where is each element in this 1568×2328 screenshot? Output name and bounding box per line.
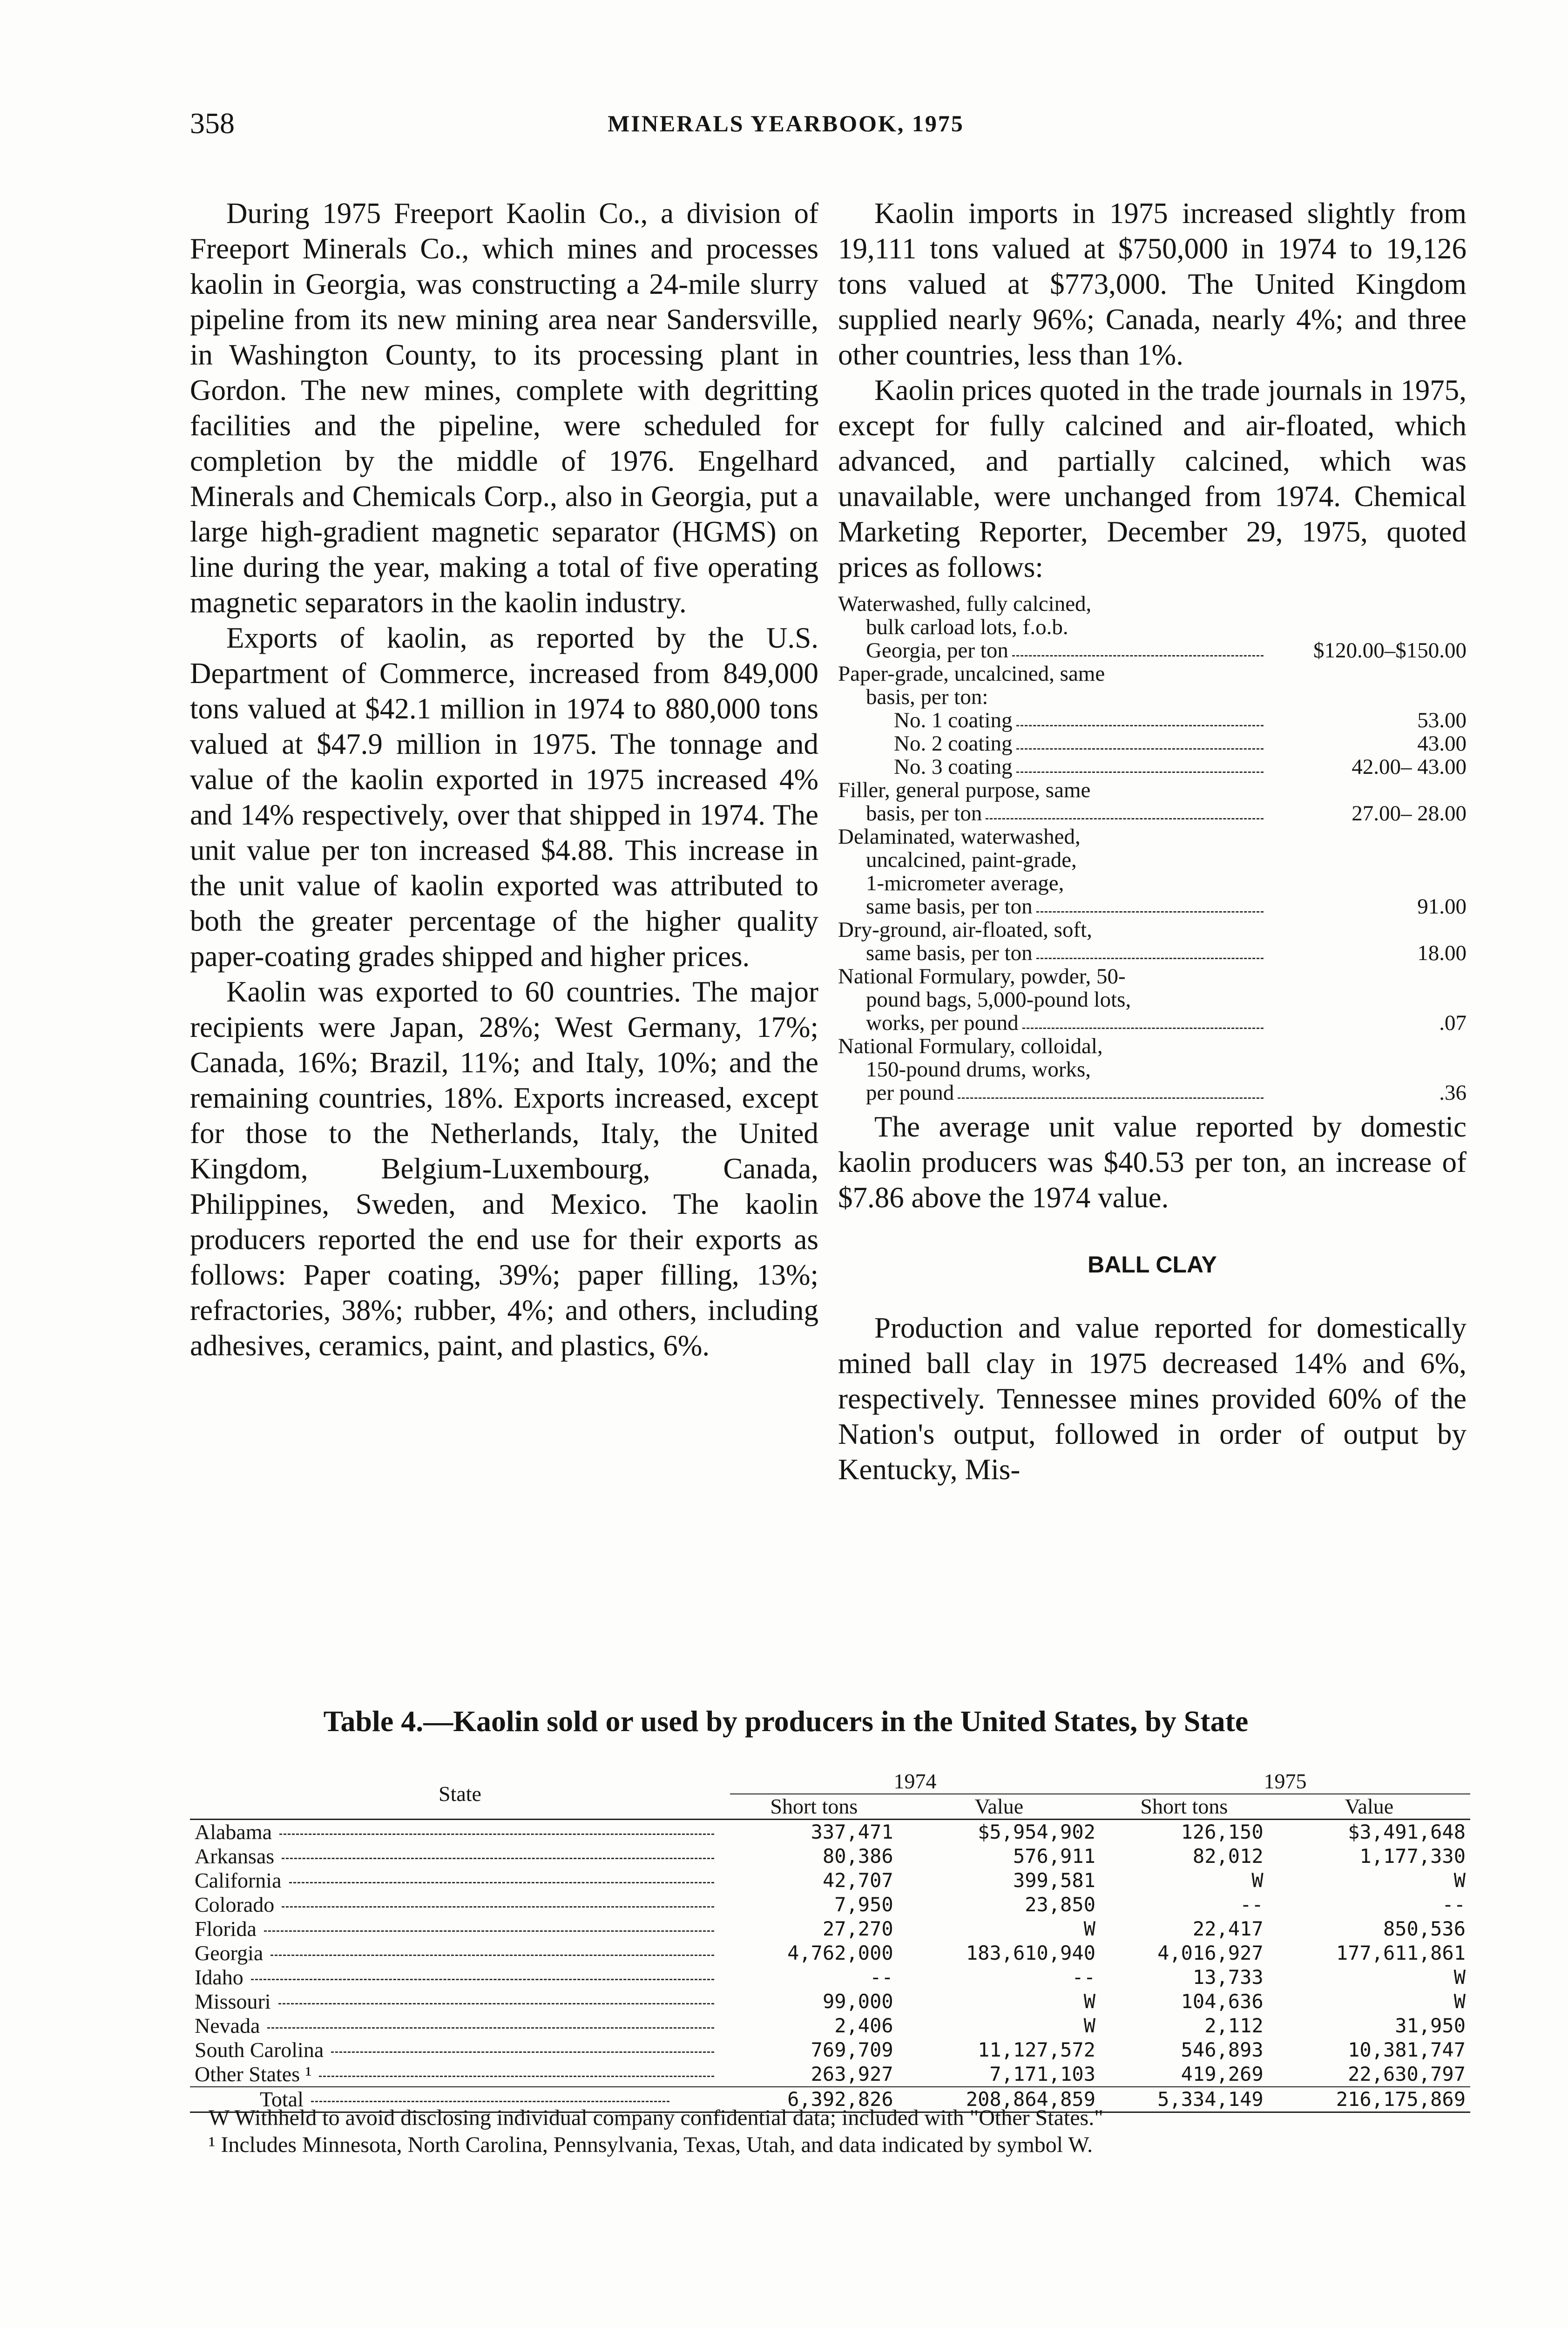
dot-leader	[958, 1097, 1264, 1099]
table-cell: --	[1442, 1893, 1466, 1916]
total-cell: 5,334,149	[1100, 2087, 1268, 2112]
table-cell: 126,150	[1181, 1820, 1264, 1843]
table-cell: W	[1453, 1966, 1466, 1989]
price-item-label: Dry-ground, air-floated, soft,	[838, 918, 1092, 942]
table-row	[190, 2062, 1470, 2087]
table-cell: 2,112	[1204, 2014, 1264, 2037]
right-column	[838, 196, 1467, 1487]
running-head: MINERALS YEARBOOK, 1975	[608, 110, 964, 136]
price-item-value: 53.00	[1417, 708, 1467, 732]
footnote-w: W Withheld to avoid disclosing individual company confidential data; included with "Other States."	[209, 2105, 1103, 2130]
price-item-label: National Formulary, powder, 50-	[838, 964, 1126, 988]
table-cell: 104,636	[1181, 1990, 1264, 2013]
table-cell: W	[1453, 1990, 1466, 2013]
table-row	[190, 1820, 1470, 1845]
table-cell: 99,000	[822, 1990, 893, 2013]
table-cell: 23,850	[1025, 1893, 1095, 1916]
table-cell: 337,471	[811, 1820, 893, 1843]
price-item	[838, 988, 1467, 1011]
price-item	[838, 732, 1467, 755]
table-cell: 419,269	[1181, 2063, 1264, 2085]
table-cell: 7,171,103	[989, 2063, 1095, 2085]
dot-leader	[1016, 771, 1264, 773]
table-cell: 22,630,797	[1348, 2063, 1466, 2085]
section-heading: BALL CLAY	[1088, 1252, 1217, 1278]
table-cell: 183,610,940	[966, 1942, 1095, 1964]
table-cell: --	[870, 1966, 893, 1989]
total-label: Total	[260, 2087, 304, 2111]
table-cell: 177,611,861	[1336, 1942, 1466, 1964]
price-item-label: pound bags, 5,000-pound lots,	[866, 988, 1131, 1012]
table-cell: 10,381,747	[1348, 2038, 1466, 2061]
table-row	[190, 1965, 1470, 1990]
price-item-label: Paper-grade, uncalcined, same	[838, 662, 1105, 686]
table-cell: W	[1083, 2014, 1095, 2037]
price-item-value: 91.00	[1417, 894, 1467, 919]
table-cell: 546,893	[1181, 2038, 1264, 2061]
price-item	[838, 802, 1467, 825]
table-cell: --	[1240, 1893, 1264, 1916]
table-cell: W	[1453, 1869, 1466, 1892]
state-name: Idaho	[195, 1965, 243, 1989]
price-item-label: same basis, per ton	[866, 894, 1033, 919]
table-cell: 769,709	[811, 2038, 893, 2061]
state-name: Other States ¹	[195, 2062, 312, 2086]
state-name: Florida	[195, 1917, 257, 1941]
table-cell: 850,536	[1383, 1917, 1466, 1940]
price-item-value: 18.00	[1417, 941, 1467, 965]
price-item-label: Waterwashed, fully calcined,	[838, 592, 1092, 616]
paragraph: Kaolin prices quoted in the trade journals in 1975, except for fully calcined and air-floated, which advanced, and partially calcined, which was unavailable, were unchanged from 1974. Chemical Marketing Reporter, December 29, 1975, quoted prices as follows:	[838, 374, 1467, 583]
price-item-value: $120.00–$150.00	[1313, 638, 1467, 663]
page-header	[190, 106, 1382, 143]
table-cell: W	[1083, 1917, 1095, 1940]
price-item	[838, 1035, 1467, 1058]
table-cell: W	[1083, 1990, 1095, 2013]
price-item-value: 27.00– 28.00	[1352, 801, 1467, 826]
table-notes	[190, 2105, 1470, 2159]
table-row	[190, 1844, 1470, 1868]
table-cell: 42,707	[822, 1869, 893, 1892]
price-item	[838, 941, 1467, 965]
table-row	[190, 1893, 1470, 1917]
state-name: South Carolina	[195, 2038, 324, 2062]
price-item-label: No. 1 coating	[894, 708, 1013, 732]
table-body	[190, 1820, 1470, 2087]
table-cell: 263,927	[811, 2063, 893, 2085]
table-cell: 399,581	[1013, 1869, 1095, 1892]
state-name: Missouri	[195, 1990, 271, 2013]
price-item-label: No. 2 coating	[894, 731, 1013, 756]
dot-leader	[1022, 1028, 1264, 1029]
column-header-1975: 1975	[1100, 1769, 1470, 1794]
paragraph: Production and value reported for domestically mined ball clay in 1975 decreased 14% and 6%, respectively. Tennessee mines provided 60% of the Nation's output, followed in order of output by Kentucky, Mis-	[838, 1312, 1467, 1486]
table-cell: 11,127,572	[978, 2038, 1095, 2061]
dot-leader	[1016, 748, 1264, 750]
table-cell: 82,012	[1192, 1845, 1264, 1868]
price-item	[838, 778, 1467, 802]
table-cell: W	[1251, 1869, 1264, 1892]
table-cell: 1,177,330	[1359, 1845, 1466, 1868]
footnote-1: ¹ Includes Minnesota, North Carolina, Pennsylvania, Texas, Utah, and data indicated by symbol W.	[209, 2132, 1093, 2157]
dot-leader	[1036, 911, 1264, 913]
paragraph: Exports of kaolin, as reported by the U.S. Department of Commerce, increased from 849,000 tons valued at $42.1 million in 1974 to 880,000 tons valued at $47.9 million in 1975. The tonnage and value of the kaolin exported in 1975 increased 4% and 14% respectively, over that shipped in 1974. The unit value per ton increased $4.88. This increase in the unit value of kaolin exported was attributed to both the greater percentage of the higher quality paper-coating grades shipped and higher prices.	[190, 622, 818, 973]
state-name: Colorado	[195, 1893, 275, 1916]
left-column	[190, 196, 818, 1363]
price-item	[838, 872, 1467, 895]
table-cell: $3,491,648	[1348, 1820, 1466, 1843]
table-cell: 31,950	[1395, 2014, 1466, 2037]
total-cell: 216,175,869	[1268, 2087, 1470, 2112]
table-cell: 4,762,000	[787, 1942, 893, 1964]
table-cell: 4,016,927	[1157, 1942, 1264, 1964]
table-row	[190, 1941, 1470, 1965]
price-item-value: .36	[1439, 1081, 1467, 1105]
price-item	[838, 662, 1467, 685]
price-item-label: Delaminated, waterwashed,	[838, 825, 1081, 849]
page-number: 358	[190, 107, 235, 140]
table-caption: Table 4.—Kaolin sold or used by producers in the United States, by State	[323, 1705, 1249, 1738]
price-item-label: Georgia, per ton	[866, 638, 1008, 663]
column-header-value-1974: Value	[898, 1794, 1100, 1820]
table-cell: --	[1072, 1966, 1095, 1989]
price-list	[838, 592, 1467, 1104]
paragraph: Kaolin imports in 1975 increased slightly from 19,111 tons valued at $750,000 in 1974 to 19,126 tons valued at $773,000. The United Kingdom supplied nearly 96%; Canada, nearly 4%; and three other countries, less than 1%.	[838, 197, 1467, 371]
price-item-label: National Formulary, colloidal,	[838, 1034, 1103, 1058]
price-item	[838, 709, 1467, 732]
table-cell: 27,270	[822, 1917, 893, 1940]
state-name: Georgia	[195, 1941, 264, 1965]
price-item-label: same basis, per ton	[866, 941, 1033, 965]
price-item-value: 42.00– 43.00	[1352, 755, 1467, 779]
price-item	[838, 616, 1467, 639]
price-item	[838, 592, 1467, 616]
column-header-value-1975: Value	[1268, 1794, 1470, 1820]
column-header-short-tons-1975: Short tons	[1100, 1794, 1268, 1820]
price-item-label: basis, per ton	[866, 801, 982, 826]
price-item	[838, 825, 1467, 848]
table-cell: 22,417	[1192, 1917, 1264, 1940]
price-item	[838, 1011, 1467, 1035]
state-name: California	[195, 1868, 282, 1892]
table-cell: 7,950	[834, 1893, 893, 1916]
price-item-label: No. 3 coating	[894, 755, 1013, 779]
state-name: Arkansas	[195, 1844, 275, 1868]
dot-leader	[1012, 655, 1264, 656]
table-cell: 80,386	[822, 1845, 893, 1868]
price-item	[838, 918, 1467, 941]
paragraph: During 1975 Freeport Kaolin Co., a division of Freeport Minerals Co., which mines and processes kaolin in Georgia, was constructing a 24-mile slurry pipeline from its new mining area near Sandersville, in Washington County, to its processing plant in Gordon. The new mines, complete with degritting facilities and the pipeline, were scheduled for completion by the middle of 1976. Engelhard Minerals and Chemicals Corp., also in Georgia, put a large high-gradient magnetic separator (HGMS) on line during the year, making a total of five operating magnetic separators in the kaolin industry.	[190, 197, 818, 619]
dot-leader	[1016, 725, 1264, 726]
price-item	[838, 895, 1467, 918]
price-item-label: 1-micrometer average,	[866, 871, 1064, 895]
table-row	[190, 2038, 1470, 2062]
price-item-value: 43.00	[1417, 731, 1467, 756]
table-cell: $5,954,902	[978, 1820, 1095, 1843]
table-row	[190, 1917, 1470, 1941]
table-row	[190, 1990, 1470, 2014]
column-header-short-tons-1974: Short tons	[730, 1794, 898, 1820]
table-cell: 576,911	[1013, 1845, 1095, 1868]
table-cell: 2,406	[834, 2014, 893, 2037]
price-item	[838, 685, 1467, 709]
column-header-1974: 1974	[730, 1769, 1100, 1794]
kaolin-table	[190, 1769, 1470, 2113]
dot-leader	[986, 818, 1264, 819]
price-item	[838, 1081, 1467, 1104]
price-item	[838, 639, 1467, 662]
state-name: Nevada	[195, 2014, 260, 2037]
price-item-label: uncalcined, paint-grade,	[866, 848, 1077, 872]
dot-leader	[1036, 958, 1264, 959]
table-cell: 13,733	[1192, 1966, 1264, 1989]
paragraph: Kaolin was exported to 60 countries. The major recipients were Japan, 28%; West Germany, 17%; Canada, 16%; Brazil, 11%; and Italy, 10%; and the remaining countries, 18%. Exports increased, except for those to the Netherlands, Italy, the United Kingdom, Belgium-Luxembourg, Canada, Philippines, Sweden, and Mexico. The kaolin producers reported the end use for their exports as follows: Paper coating, 39%; paper filling, 13%; refractories, 38%; rubber, 4%; and others, including adhesives, ceramics, paint, and plastics, 6%.	[190, 975, 818, 1362]
price-item-label: 150-pound drums, works,	[866, 1057, 1091, 1082]
price-item-label: basis, per ton:	[866, 685, 988, 709]
price-item-value: .07	[1439, 1011, 1467, 1035]
price-item	[838, 848, 1467, 872]
column-header-state: State	[190, 1769, 730, 1820]
state-name: Alabama	[195, 1820, 272, 1844]
price-item	[838, 965, 1467, 988]
total-cell: 208,864,859	[898, 2087, 1100, 2112]
price-item-label: Filler, general purpose, same	[838, 778, 1091, 802]
paragraph: The average unit value reported by domestic kaolin producers was $40.53 per ton, an increase of $7.86 above the 1974 value.	[838, 1110, 1467, 1214]
table-row	[190, 1868, 1470, 1893]
price-item-label: bulk carload lots, f.o.b.	[866, 615, 1068, 639]
price-item	[838, 755, 1467, 778]
table-row	[190, 2014, 1470, 2038]
total-cell: 6,392,826	[730, 2087, 898, 2112]
price-item-label: per pound	[866, 1081, 954, 1105]
price-item-label: works, per pound	[866, 1011, 1019, 1035]
price-item	[838, 1058, 1467, 1081]
